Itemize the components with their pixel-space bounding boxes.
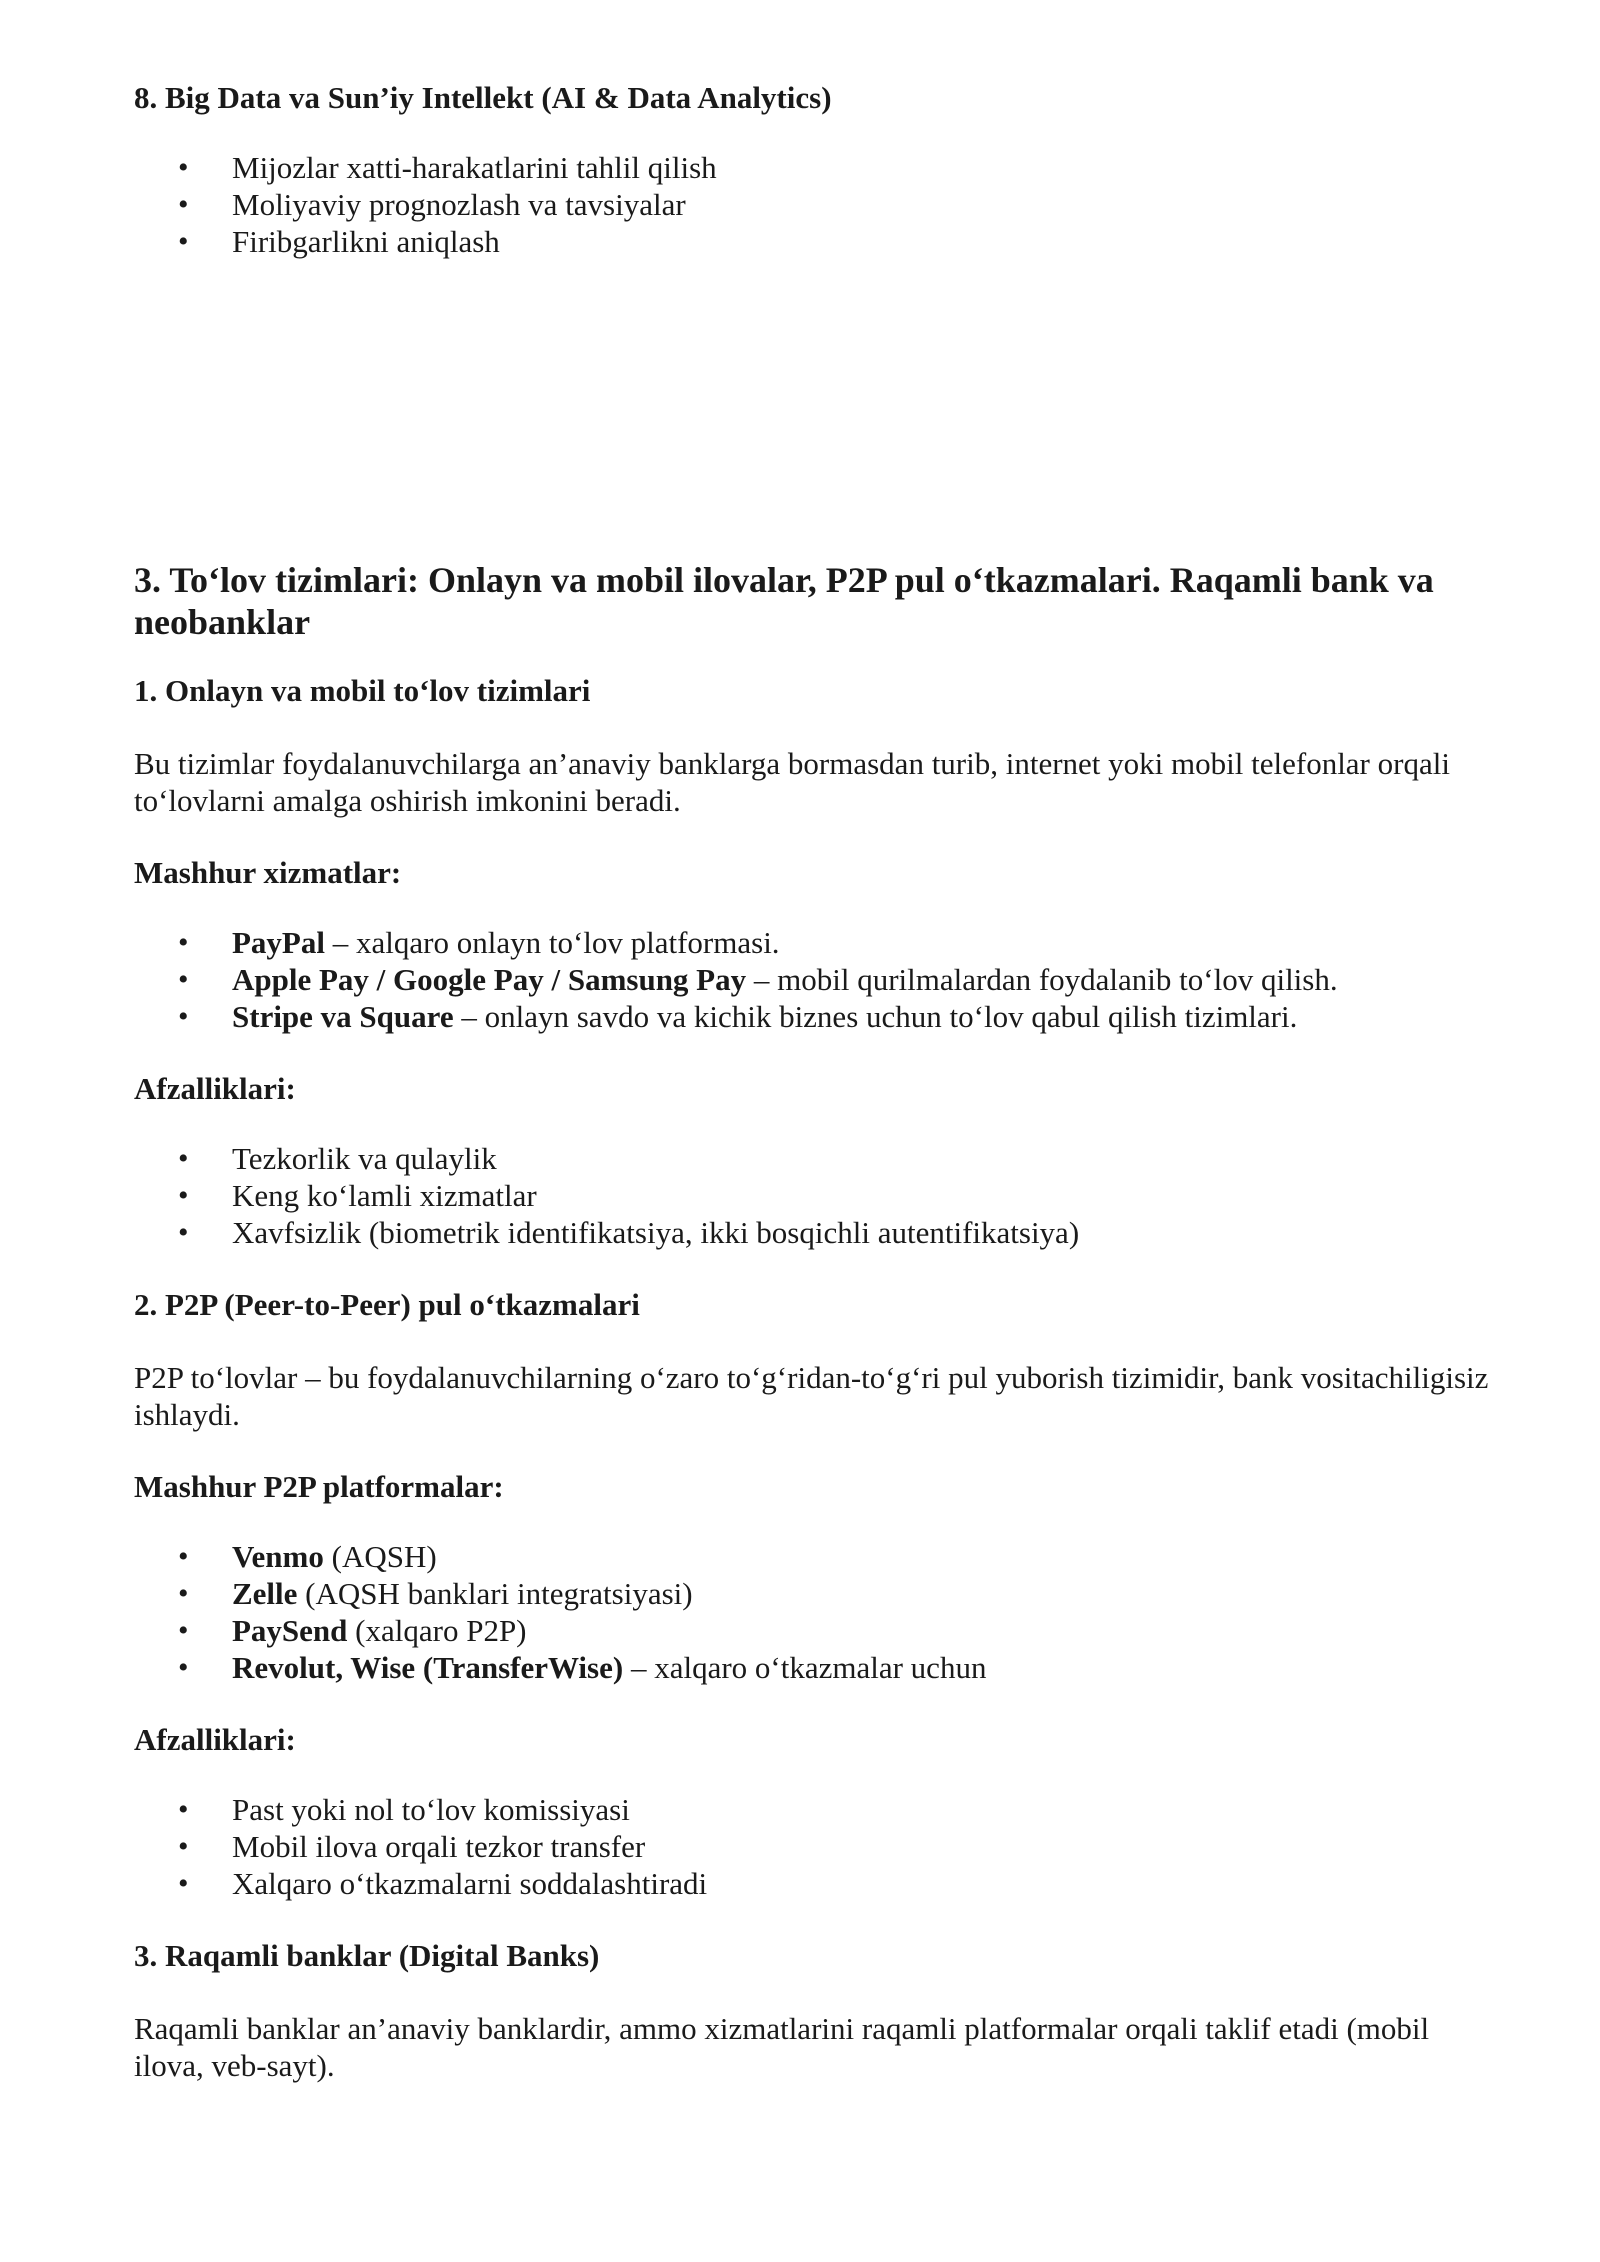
services-list	[134, 924, 1494, 1035]
service-name: Stripe va Square	[232, 999, 454, 1034]
advantages-label: Afzalliklari:	[134, 1722, 296, 1757]
service-desc: – onlayn savdo va kichik biznes uchun to‘lov qabul qilish tizimlari.	[453, 999, 1298, 1034]
platform-desc: (xalqaro P2P)	[347, 1613, 527, 1648]
service-name: PayPal	[232, 925, 325, 960]
advantages-list	[134, 1140, 1494, 1251]
list-item	[134, 998, 1494, 1035]
list-item: • Past yoki nol to‘lov komissiyasi	[134, 1791, 1494, 1828]
platform-name: PaySend	[232, 1613, 348, 1648]
platform-name: Venmo	[232, 1539, 324, 1574]
subsection-1-paragraph: Bu tizimlar foydalanuvchilarga an’anaviy banklarga bormasdan turib, internet yoki mobil telefonlar orqali to‘lovlarni amalga oshirish imkonini beradi.	[134, 746, 1450, 818]
advantages-list	[134, 1791, 1494, 1902]
section-8-list	[134, 149, 1494, 260]
section-8-heading: 8. Big Data va Sun’iy Intellekt (AI & Data Analytics)	[134, 80, 832, 115]
advantages-label: Afzalliklari:	[134, 1071, 296, 1106]
services-label: Mashhur xizmatlar:	[134, 855, 402, 890]
service-desc: – xalqaro onlayn to‘lov platformasi.	[325, 925, 780, 960]
list-item	[134, 961, 1494, 998]
platform-name: Zelle	[232, 1576, 298, 1611]
list-item	[134, 1538, 1494, 1575]
platform-desc: (AQSH banklari integratsiyasi)	[297, 1576, 693, 1611]
list-item	[134, 924, 1494, 961]
subsection-1-heading: 1. Onlayn va mobil to‘lov tizimlari	[134, 673, 591, 708]
platform-name: Revolut, Wise (TransferWise)	[232, 1650, 624, 1685]
service-name: Apple Pay / Google Pay / Samsung Pay	[232, 962, 747, 997]
service-desc: – mobil qurilmalardan foydalanib to‘lov qilish.	[746, 962, 1338, 997]
list-item: • Firibgarlikni aniqlash	[134, 223, 1494, 260]
list-item	[134, 1575, 1494, 1612]
list-item: • Moliyaviy prognozlash va tavsiyalar	[134, 186, 1494, 223]
subsection-3-heading: 3. Raqamli banklar (Digital Banks)	[134, 1938, 600, 1973]
list-item: • Xavfsizlik (biometrik identifikatsiya, ikki bosqichli autentifikatsiya)	[134, 1214, 1494, 1251]
platform-desc: – xalqaro o‘tkazmalar uchun	[623, 1650, 987, 1685]
list-item: • Mobil ilova orqali tezkor transfer	[134, 1828, 1494, 1865]
platforms-list	[134, 1538, 1494, 1686]
section-3-title: 3. To‘lov tizimlari: Onlayn va mobil ilovalar, P2P pul o‘tkazmalari. Raqamli bank va neobanklar	[134, 560, 1434, 642]
list-item: • Mijozlar xatti-harakatlarini tahlil qilish	[134, 149, 1494, 186]
list-item	[134, 1649, 1494, 1686]
list-item: • Keng ko‘lamli xizmatlar	[134, 1177, 1494, 1214]
subsection-2-heading: 2. P2P (Peer-to-Peer) pul o‘tkazmalari	[134, 1287, 640, 1322]
subsection-2-paragraph: P2P to‘lovlar – bu foydalanuvchilarning o‘zaro to‘g‘ridan-to‘g‘ri pul yuborish tizimidir, bank vositachiligisiz ishlaydi.	[134, 1360, 1489, 1432]
list-item: • Tezkorlik va qulaylik	[134, 1140, 1494, 1177]
subsection-3-paragraph: Raqamli banklar an’anaviy banklardir, ammo xizmatlarini raqamli platformalar orqali taklif etadi (mobil ilova, veb-sayt).	[134, 2011, 1430, 2083]
document-page	[134, 72, 1494, 2084]
platform-desc: (AQSH)	[323, 1539, 437, 1574]
list-item: • Xalqaro o‘tkazmalarni soddalashtiradi	[134, 1865, 1494, 1902]
list-item	[134, 1612, 1494, 1649]
platforms-label: Mashhur P2P platformalar:	[134, 1469, 504, 1504]
